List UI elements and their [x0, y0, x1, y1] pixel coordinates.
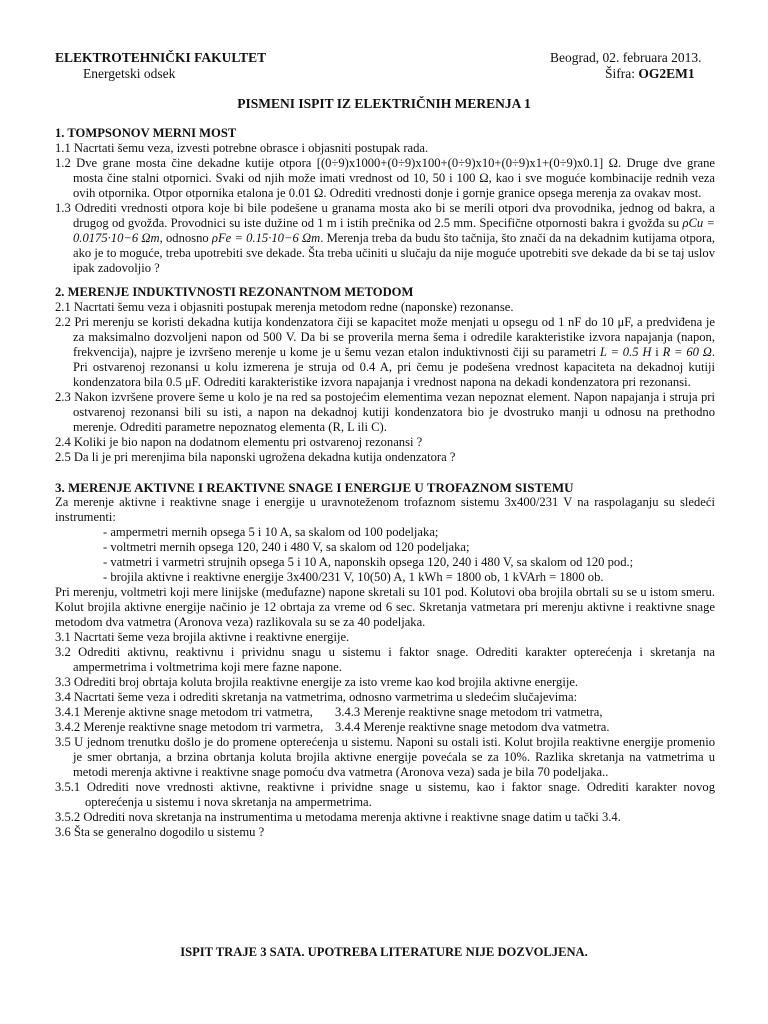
- capacitance-value: 0.5 μF: [166, 375, 198, 389]
- code-label: Šifra:: [605, 66, 635, 81]
- question-3-5-1: 3.5.1 Odrediti nove vrednosti aktivne, reaktivne i prividne snage u sistemu, kao i faktor snage. Odrediti karakter novog opterećenja u sistemu i nova skretanja na ampermetrima.: [55, 780, 715, 809]
- question-3-5-2: 3.5.2 Odrediti nova skretanja na instrumentima u metodama merenja aktivne i reaktivne snage datim u tački 3.4.: [55, 810, 621, 824]
- question-2-2: [55, 315, 715, 390]
- instrument-energy-meters: - brojila aktivne i reaktivne energije 3x400/231 V, 10(50) A, 1 kWh = 1800 ob, 1 kVArh = 1800 ob.: [103, 570, 604, 584]
- question-3-4: 3.4 Nacrtati šeme veza i odrediti skretanja na vatmetrima, odnosno varmetrima u sledećim slučajevima:: [55, 690, 578, 704]
- department-name: Energetski odsek: [83, 66, 176, 81]
- question-2-2-text-a: 2.2 Pri merenju se koristi dekadna kutija kondenzatora čiji se kapacitet može menjati u opsegu od 1 nF do 10 μF, a predviđena je za maksimalno dozvoljeni napon od 500 V. Da bi se proverila merna šema i odredile karakteristike izvora napajanja (napon, frekvencija), najpre je izvršeno merenje u kome je u šemu vezan etalon induktivnosti čiji su parametri: [55, 315, 715, 359]
- question-3-1: 3.1 Nacrtati šeme veza brojila aktivne i reaktivne energije.: [55, 630, 350, 644]
- question-3-4-2: 3.4.2 Merenje reaktivne snage metodom tri varmetra,: [55, 720, 324, 734]
- question-1-3-text-c: . Merenja treba da budu što tačnija, što znači da na dekadnim kutijama otpora, ako je to moguće, treba upotrebiti sve dekade. Šta treba učiniti u slučaju da nije moguće upotrebiti sve dekade da bi se taj uslov ipak zadovoljio ?: [73, 231, 715, 275]
- question-2-4: 2.4 Koliki je bio napon na dodatnom elementu pri ostvarenoj rezonansi ?: [55, 435, 423, 449]
- question-3-5: 3.5 U jednom trenutku došlo je do promene opterećenja u sistemu. Naponi su ostali isti. Kolut brojila reaktivne energije promenio je smer obrtanja, a brzina obrtanja koluta brojila aktivne energije povećala se za 10%. Razlika skretanja na vatmetrima u metodi merenja aktivne i reaktivne snage pomoću dva vatmetra (Aronova veza) sada je bila 70 podeljaka..: [55, 735, 715, 779]
- question-2-2-text-c: . Odrediti karakteristike izvora napajanja i vrednost napona na dekadi kondenzatora pri rezonansi.: [197, 375, 691, 389]
- question-2-5: 2.5 Da li je pri merenjima bila naponski ugrožena dekadna kutija ondenzatora ?: [55, 450, 456, 464]
- resistance-value: R = 60 Ω: [662, 345, 712, 359]
- question-3-6: 3.6 Šta se generalno dogodilo u sistemu ?: [55, 825, 265, 839]
- section-3-intro: Za merenje aktivne i reaktivne snage i energije u uravnoteženom trofaznom sistemu 3x400/231 V na raspolaganju su sledeći instrumenti:: [55, 495, 715, 524]
- exam-body: [55, 126, 715, 840]
- subquestions-row-2: [55, 720, 715, 735]
- exam-title: PISMENI ISPIT IZ ELEKTRIČNIH MERENJA 1: [237, 96, 531, 111]
- question-1-3-text-b: , odnosno: [159, 231, 209, 245]
- subquestions-row-1: [55, 705, 715, 720]
- question-1-2: 1.2 Dve grane mosta čine dekadne kutije otpora [(0÷9)x1000+(0÷9)x100+(0÷9)x10+(0÷9)x1+(0÷9)x0.1] Ω. Druge dve grane mosta čine stalni otpornici. Svaki od njih može imati vrednost od 10, 50 i 100 Ω, kao i sve moguće kombinacije rednih veza ovih otpornika. Otpor otpornika etalona je 0.01 Ω. Odrediti vrednosti donje i gornje granice opsega merenja za ovakav most.: [55, 156, 715, 200]
- and-word: i: [655, 345, 659, 359]
- question-2-1: 2.1 Nacrtati šemu veza i objasniti postupak merenja metodom redne (naponske) rezonanse.: [55, 300, 514, 314]
- instrument-ammeters: - ampermetri mernih opsega 5 i 10 A, sa skalom od 100 podeljaka;: [103, 525, 439, 539]
- section-1-heading: 1. TOMPSONOV MERNI MOST: [55, 126, 237, 140]
- code-value: OG2EM1: [638, 66, 695, 81]
- question-1-3-text-a: 1.3 Odrediti vrednosti otpora koje bi bile podešene u granama mosta ako bi se merili otpori dva provodnika, jednog od bakra, a drugog od gvožđa. Provodnici su iste dužine od 1 m i istih prečnika od 2.5 mm. Specifične otpornosti bakra i gvožđa su: [55, 201, 715, 230]
- question-1-1: 1.1 Nacrtati šemu veza, izvesti potrebne obrasce i objasniti postupak rada.: [55, 141, 429, 155]
- exam-code-line: [550, 66, 701, 82]
- rho-fe-formula: ρFe = 0.15·10−6 Ωm: [211, 231, 321, 245]
- header-right: [550, 50, 701, 82]
- rho-cu-formula: ρCu = 0.0175·10−6 Ωm: [73, 216, 716, 245]
- question-3-4-4: 3.4.4 Merenje reaktivne snage metodom dva vatmetra.: [335, 720, 610, 734]
- question-3-4-3: 3.4.3 Merenje reaktivne snage metodom tri vatmetra,: [335, 705, 603, 719]
- question-1-3: [55, 201, 715, 276]
- question-3-4-1: 3.4.1 Merenje aktivne snage metodom tri vatmetra,: [55, 705, 313, 719]
- header-left: [55, 50, 266, 82]
- instrument-wattmeters: - vatmetri i varmetri strujnih opsega 5 i 10 A, naponskih opsega 120, 240 i 480 V, sa skalom od 120 pod.;: [103, 555, 634, 569]
- exam-footer-note: ISPIT TRAJE 3 SATA. UPOTREBA LITERATURE NIJE DOZVOLJENA.: [180, 945, 588, 959]
- question-2-3: 2.3 Nakon izvršene provere šeme u kolo je na red sa postojećim elementima vezan nepoznat element. Napon napajanja i struja pri ostvarenoj rezonansi bili su isti, a napon na dekadnoj kutiji kondenzatora bio je dvostruko manji u odnosu na prethodno merenje. Odrediti parametre nepoznatog elementa (R, L ili C).: [55, 390, 715, 434]
- question-3-2: 3.2 Odrediti aktivnu, reaktivnu i prividnu snagu u sistemu i faktor snage. Odrediti karakter opterećenja i skretanja na ampermetrima i voltmetrima koji mere fazne napone.: [55, 645, 715, 674]
- question-2-2-text-b: . Pri ostvarenoj rezonansi u kolu izmerena je struja od 0.4 A, pri čemu je podešena vrednost kapaciteta na dekadnoj kutiji kondenzatora bila: [73, 345, 716, 389]
- section-2-heading: 2. MERENJE INDUKTIVNOSTI REZONANTNOM METODOM: [55, 285, 414, 299]
- faculty-name: ELEKTROTEHNIČKI FAKULTET: [55, 50, 267, 65]
- instrument-voltmeters: - voltmetri mernih opsega 120, 240 i 480 V, sa skalom od 120 podeljaka;: [103, 540, 470, 554]
- place-date: Beograd, 02. februara 2013.: [550, 50, 702, 65]
- inductance-value: L = 0.5 H: [599, 345, 652, 359]
- section-3-heading: 3. MERENJE AKTIVNE I REAKTIVNE SNAGE I ENERGIJE U TROFAZNOM SISTEMU: [55, 480, 574, 495]
- question-3-3: 3.3 Odrediti broj obrtaja koluta brojila reaktivne energije za isto vreme kao kod brojila aktivne energije.: [55, 675, 579, 689]
- section-3-measurement-text: Pri merenju, voltmetri koji mere linijske (međufazne) napone skretali su 101 pod. Kolutovi oba brojila obrtali su se u istom smeru. Kolut brojila aktivne energije načinio je 12 obrtaja za vreme od 6 sec. Skretanja vatmetara pri merenju aktivne i reaktivne snage metodom dva vatmetra (Aronova veza) razlikovala su se za 40 podeljaka.: [55, 585, 715, 629]
